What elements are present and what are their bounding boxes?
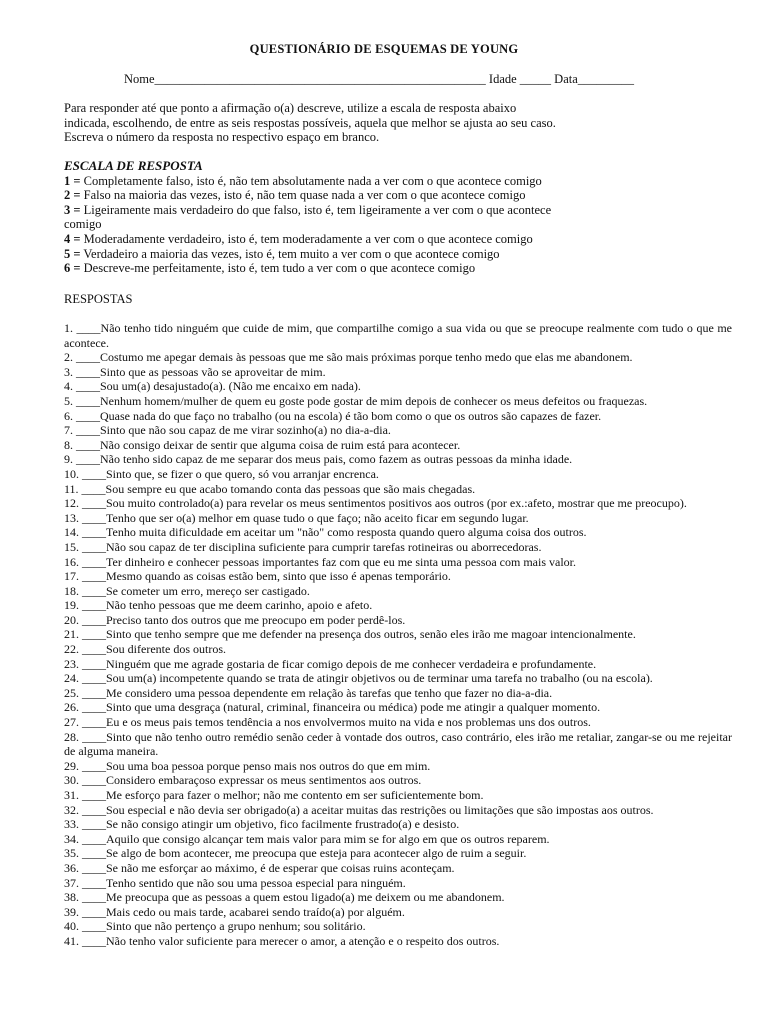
question-item: 25. ____Me considero uma pessoa dependente em relação às tarefas que tenho que fazer no dia-a-dia. [64, 685, 553, 700]
instruction-line: indicada, escolhendo, de entre as seis respostas possíveis, aquela que melhor se ajusta ao seu caso. [64, 115, 556, 130]
answers-title: RESPOSTAS [64, 292, 133, 306]
scale-key: 3 = [64, 202, 81, 217]
question-item: 4. ____Sou um(a) desajustado(a). (Não me encaixo em nada). [64, 379, 361, 394]
question-item: 27. ____Eu e os meus pais temos tendência a nos envolvermos muito na vida e nos problemas uns dos outros. [64, 715, 591, 730]
scale-item [64, 261, 584, 276]
scale-list [64, 174, 744, 276]
question-item: 10. ____Sinto que, se fizer o que quero, só vou arranjar encrenca. [64, 466, 379, 481]
question-item: 11. ____Sou sempre eu que acabo tomando conta das pessoas que são mais chegadas. [64, 481, 476, 496]
question-item: 5. ____Nenhum homem/mulher de quem eu goste pode gostar de mim depois de conhecer os meus defeitos ou fraquezas. [64, 393, 648, 408]
question-item: 7. ____Sinto que não sou capaz de me virar sozinho(a) no dia-a-dia. [64, 423, 391, 438]
scale-text: Falso na maioria das vezes, isto é, não tem quase nada a ver com o que acontece comigo [80, 188, 526, 203]
question-item: 37. ____Tenho sentido que não sou uma pessoa especial para ninguém. [64, 875, 406, 890]
question-item: 34. ____Aquilo que consigo alcançar tem mais valor para mim se for algo em que os outros reparem. [64, 831, 550, 846]
scale-text: Descreve-me perfeitamente, isto é, tem tudo a ver com o que acontece comigo [80, 261, 476, 276]
question-item: 30. ____Considero embaraçoso expressar os meus sentimentos aos outros. [64, 773, 422, 788]
question-item: 31. ____Me esforço para fazer o melhor; não me contento em ser suficientemente bom. [64, 788, 484, 802]
question-item: 16. ____Ter dinheiro e conhecer pessoas importantes faz com que eu me sinta uma pessoa com mais valor. [64, 554, 577, 569]
question-item: 32. ____Sou especial e não devia ser obrigado(a) a aceitar muitas das restrições ou limitações que são impostas aos outros. [64, 802, 654, 817]
question-item: 24. ____Sou um(a) incompetente quando se trata de atingir objetivos ou de terminar uma tarefa no trabalho (ou na escola). [64, 671, 653, 686]
question-item: 13. ____Tenho que ser o(a) melhor em quase tudo o que faço; não aceito ficar em segundo lugar. [64, 510, 529, 525]
question-item: 29. ____Sou uma boa pessoa porque penso mais nos outros do que em mim. [64, 758, 431, 773]
question-item: 36. ____Se não me esforçar ao máximo, é de esperar que coisas ruins aconteçam. [64, 860, 455, 875]
question-item: 19. ____Não tenho pessoas que me deem carinho, apoio e afeto. [64, 598, 373, 613]
scale-title: ESCALA DE RESPOSTA [64, 158, 203, 173]
scale-text: Moderadamente verdadeiro, isto é, tem moderadamente a ver com o que acontece comigo [80, 231, 533, 246]
name-age-date-line: Nome_____________________________________________________ Idade _____ Data_________ [124, 72, 635, 86]
question-item: 1. ____Não tenho tido ninguém que cuide de mim, que compartilhe comigo a sua vida ou que se preocupe realmente com tudo o que me acontece. [64, 321, 732, 350]
scale-text: Verdadeiro a maioria das vezes, isto é, tem muito a ver com o que acontece comigo [80, 246, 500, 261]
question-item: 26. ____Sinto que uma desgraça (natural, criminal, financeira ou médica) pode me atingir a qualquer momento. [64, 700, 601, 715]
scale-item [64, 203, 584, 232]
question-list [64, 321, 732, 949]
scale-item [64, 174, 584, 189]
question-item: 20. ____Preciso tanto dos outros que me preocupo em poder perdê-los. [64, 612, 406, 627]
question-item: 22. ____Sou diferente dos outros. [64, 642, 226, 657]
question-item: 18. ____Se cometer um erro, mereço ser castigado. [64, 583, 310, 598]
question-item: 35. ____Se algo de bom acontecer, me preocupa que esteja para acontecer algo de ruim a seguir. [64, 846, 527, 861]
question-item: 40. ____Sinto que não pertenço a grupo nenhum; sou solitário. [64, 919, 366, 934]
question-item: 15. ____Não sou capaz de ter disciplina suficiente para cumprir tarefas rotineiras ou aborrecedoras. [64, 539, 542, 554]
question-item: 28. ____Sinto que não tenho outro remédio senão ceder à vontade dos outros, caso contrário, eles irão me retaliar, zangar-se ou me rejeitar de alguma maneira. [64, 729, 732, 759]
question-item: 3. ____Sinto que as pessoas vão se aproveitar de mim. [64, 364, 326, 379]
question-item: 23. ____Ninguém que me agrade gostaria de ficar comigo depois de me conhecer verdadeira e profundamente. [64, 656, 597, 671]
instruction-line: Escreva o número da resposta no respectivo espaço em branco. [64, 130, 380, 145]
question-item: 41. ____Não tenho valor suficiente para merecer o amor, a atenção e o respeito dos outros. [64, 933, 500, 948]
question-item: 33. ____Se não consigo atingir um objetivo, fico facilmente frustrado(a) e desisto. [64, 817, 460, 832]
scale-item [64, 247, 584, 262]
question-item: 14. ____Tenho muita dificuldade em aceitar um "não" como resposta quando quero alguma coisa dos outros. [64, 525, 587, 540]
question-item: 17. ____Mesmo quando as coisas estão bem, sinto que isso é apenas temporário. [64, 569, 451, 584]
question-item: 2. ____Costumo me apegar demais às pessoas que me são mais próximas porque tenho medo que elas me abandonem. [64, 350, 633, 365]
document-title: QUESTIONÁRIO DE ESQUEMAS DE YOUNG [249, 42, 519, 56]
question-item: 12. ____Sou muito controlado(a) para revelar os meus sentimentos positivos aos outros (por ex.:afeto, mostrar que me preocupo). [64, 496, 687, 511]
scale-key: 6 = [64, 261, 81, 276]
scale-key: 5 = [64, 246, 81, 261]
question-item: 39. ____Mais cedo ou mais tarde, acabarei sendo traído(a) por alguém. [64, 904, 405, 919]
question-item: 21. ____Sinto que tenho sempre que me defender na presença dos outros, senão eles irão me magoar intencionalmente. [64, 627, 636, 642]
instruction-line: Para responder até que ponto a afirmação o(a) descreve, utilize a escala de resposta abaixo [64, 101, 517, 115]
question-item: 6. ____Quase nada do que faço no trabalho (ou na escola) é tão bom como o que os outros são capazes de fazer. [64, 408, 602, 423]
instructions [64, 101, 732, 145]
scale-key: 1 = [64, 173, 81, 188]
question-item: 9. ____Não tenho sido capaz de me separar dos meus pais, como fazem as outras pessoas da minha idade. [64, 452, 573, 467]
scale-text: Ligeiramente mais verdadeiro do que falso, isto é, tem ligeiramente a ver com o que acontece comigo [64, 202, 552, 232]
response-scale [64, 159, 744, 276]
scale-item [64, 188, 584, 203]
question-item: 38. ____Me preocupa que as pessoas a quem estou ligado(a) me deixem ou me abandonem. [64, 890, 505, 905]
scale-item [64, 232, 584, 247]
scale-key: 2 = [64, 188, 81, 203]
scale-text: Completamente falso, isto é, não tem absolutamente nada a ver com o que acontece comigo [80, 173, 542, 188]
question-item: 8. ____Não consigo deixar de sentir que alguma coisa de ruim está para acontecer. [64, 437, 461, 452]
scale-key: 4 = [64, 231, 81, 246]
